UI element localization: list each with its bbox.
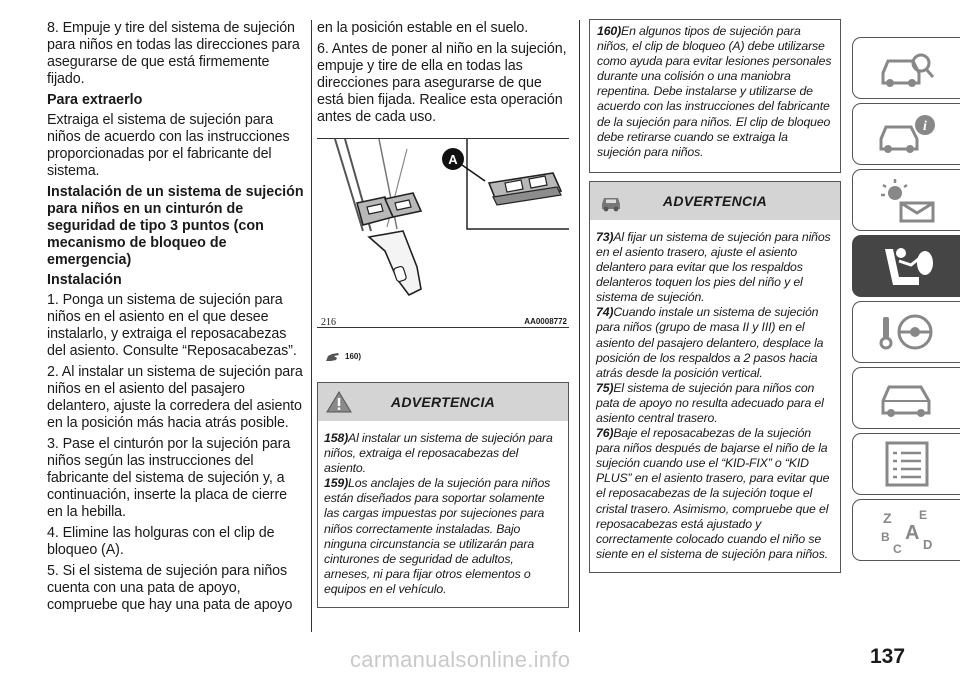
alphabet-index-icon	[875, 505, 939, 555]
svg-text:E: E	[918, 508, 927, 522]
seatbelt-locking-clip-illustration	[317, 139, 569, 329]
tab-car-search[interactable]	[852, 37, 960, 99]
svg-text:Z: Z	[882, 510, 892, 526]
column-1	[47, 20, 305, 618]
figure-locking-clip	[317, 138, 569, 328]
svg-text:C: C	[892, 542, 902, 555]
svg-text:D: D	[922, 537, 932, 552]
svg-text:A: A	[904, 522, 919, 544]
figure-code: AA0008772	[524, 317, 567, 326]
warning-body	[590, 220, 840, 572]
column-divider-2	[579, 20, 580, 632]
paragraph-step-3: 3. Pase el cinturón por la sujeción para niños según las instrucciones del fabricante del sistema de sujeción y, a continuación, inserte la placa de cierre en la hebilla.	[47, 436, 291, 520]
note-item-160: 160)En algunos tipos de sujeción para niños, el clip de bloqueo (A) debe utilizarse como ayuda para evitar lesiones personales durante una colisión o una maniobra repentina. Debe instalarse y utilizarse de acuerdo con las instrucciones del fabricante de la sujeción para niños. El clip de bloqueo debe retirarse cuando se extraiga la sujeción para niños.	[597, 24, 832, 159]
heading-3-point-belt-installation: Instalación de un sistema de sujeción para niños en un cinturón de seguridad de tipo 3 puntos (con mecanismo de bloqueo de emergencia)	[47, 184, 304, 268]
warning-triangle-icon	[326, 391, 352, 413]
paragraph-step-2: 2. Al instalar un sistema de sujeción para niños en el asiento del pasajero delantero, ajuste la corredera del asiento en la posición más hacia atrás posible.	[47, 364, 303, 431]
specifications-list-icon	[875, 439, 939, 489]
chapter-sidebar	[852, 37, 960, 565]
tab-specifications[interactable]	[852, 433, 960, 495]
warning-box-158	[317, 382, 569, 608]
paragraph-step-1: 1. Ponga un sistema de sujeción para niños en el asiento en el que desee instalarlo, y extraiga el reposacabezas del asiento. Consulte “Reposacabezas”.	[47, 292, 297, 359]
warning-box-73	[589, 181, 841, 573]
figure-callout-a: A	[448, 152, 458, 167]
warning-title: ADVERTENCIA	[662, 192, 768, 209]
car-warning-icon	[598, 190, 624, 212]
tab-warning-lights[interactable]	[852, 169, 960, 231]
column-divider-1	[311, 20, 312, 632]
warning-reference-number: 160)	[345, 351, 362, 361]
paragraph-step-5: 5. Si el sistema de sujeción para niños cuenta con una pata de apoyo, compruebe que hay una pata de apoyo	[47, 563, 293, 613]
car-info-icon	[875, 109, 939, 159]
paragraph-step-4: 4. Elimine las holguras con el clip de bloqueo (A).	[47, 525, 275, 558]
watermark: carmanualsonline.info	[350, 647, 571, 672]
note-box-160	[589, 19, 841, 173]
tab-safety-seat[interactable]	[852, 235, 960, 297]
heading-instalacion: Instalación	[47, 272, 122, 288]
warning-title: ADVERTENCIA	[390, 394, 496, 410]
warning-header	[590, 182, 840, 220]
warning-item-75: 75)El sistema de sujeción para niños con pata de apoyo no resulta adecuado para el asiento central trasero.	[596, 380, 824, 425]
key-steering-icon	[875, 307, 939, 357]
tab-car-info[interactable]	[852, 103, 960, 165]
warning-body	[318, 421, 568, 607]
paragraph-continuation: en la posición estable en el suelo.	[317, 20, 529, 36]
paragraph-extraerlo: Extraiga el sistema de sujeción para niños de acuerdo con las instrucciones proporcionadas por el fabricante del sistema.	[47, 112, 290, 179]
tab-alphabetical-index[interactable]	[852, 499, 960, 561]
seat-airbag-icon	[875, 241, 939, 291]
warning-reference	[325, 346, 569, 366]
paragraph-step-8: 8. Empuje y tire del sistema de sujeción para niños en todas las direcciones para asegurarse de que está firmemente fijado.	[47, 20, 300, 87]
svg-text:i: i	[922, 119, 927, 134]
svg-text:B: B	[880, 530, 890, 544]
page-number: 137	[870, 645, 906, 668]
heading-extraerlo: Para extraerlo	[47, 92, 143, 108]
warning-item-158: 158)Al instalar un sistema de sujeción para niños, extraiga el reposacabezas del asiento.	[324, 431, 553, 476]
car-search-icon	[875, 43, 939, 93]
warning-header	[318, 383, 568, 421]
warning-item-159: 159)Los anclajes de la sujeción para niños están diseñados para soportar solamente las cargas impuestas por sujeciones para niños correctamente instaladas. Bajo ninguna circunstancia se utilizarán para cinturones de seguridad de adultos, arneses, ni para fijar otros elementos o equipos en el vehículo.	[324, 476, 551, 596]
warning-hand-icon	[325, 349, 341, 363]
column-3	[589, 20, 841, 573]
figure-number: 216	[321, 317, 336, 328]
warning-item-76: 76)Baje el reposacabezas de la sujeción para niños después de bajarse el niño de la sujeción cuando use el “KID-FIX” o “KID PLUS” en el asiento trasero, para evitar que el reposacabezas de la sujeción toque el cristal trasero. Asimismo, compruebe que el reposacabezas está ajustado y correctamente colocado cuando el niño se siente en el sistema de sujeción para niños.	[596, 426, 830, 561]
warning-item-73: 73)Al fijar un sistema de sujeción para niños en el asiento trasero, ajuste el asiento delantero para evitar que los respaldos delanteros toquen los pies del niño y el sistema de sujeción.	[596, 229, 831, 305]
column-2	[317, 20, 569, 608]
warning-item-74: 74)Cuando instale un sistema de sujeción para niños (grupo de masa II y III) en el asiento del pasajero delantero, desplace la posición de los respaldos a 2 pasos hacia atrás desde la posición vertical.	[596, 305, 824, 380]
tab-car-service[interactable]	[852, 367, 960, 429]
warning-light-envelope-icon	[875, 175, 939, 225]
paragraph-step-6: 6. Antes de poner al niño en la sujeción, empuje y tire de ella en todas las direcciones para asegurarse de que está bien fijada. Realice esta operación antes de cada uso.	[317, 41, 567, 125]
car-service-icon	[875, 373, 939, 423]
tab-starting-driving[interactable]	[852, 301, 960, 363]
